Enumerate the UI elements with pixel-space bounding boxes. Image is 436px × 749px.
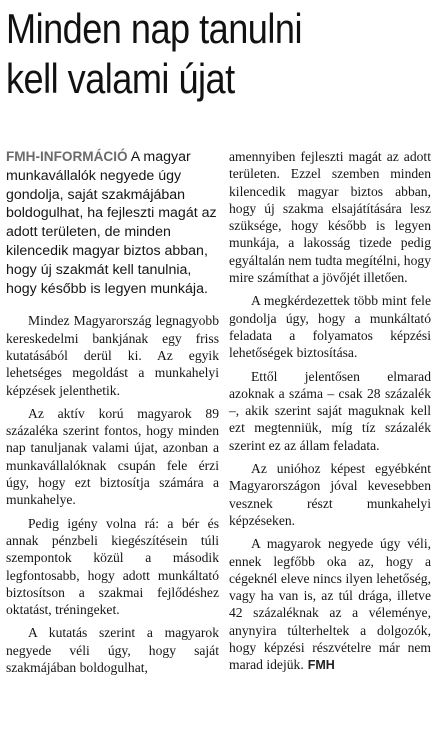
- headline-line-2: kell valami újat: [6, 55, 235, 102]
- body-paragraph: Mindez Magyarország legnagyobb kereskedelmi bankjának egy friss kutatásából derül ki. Az egyik lehetséges megoldást a munkahelyi képzések jelenthetik.: [6, 313, 219, 398]
- lead-text: A magyar munkavállalók negyede úgy gondolja, saját szakmájában boldogulhat, ha fejleszti magát az adott területen, de minden kilencedik magyar biztos abban, hogy új szakmát kell tanulnia, hogy később is legyen munkája.: [6, 149, 217, 297]
- closing-text: A magyarok negyede úgy véli, ennek legfőbb oka az, hogy a cégeknél eleve nincs ilyen lehetőség, vagy ha van is, az túl drága, illetve 42 százaléknak az a véleménye, anynyira túlterheltek a dolgozók, hogy képzési részvételre már nem marad idejük.: [229, 536, 431, 673]
- body-paragraph: amennyiben fejleszti magát az adott területen. Ezzel szemben minden kilencedik magyar biztos abban, hogy új szakma elsajátítására lesz szüksége, hogy később is legyen munkája, a lakosság tizede pedig egyáltalán nem tudta megítélni, hogy mire számíthat a jövőjét illetően.: [229, 149, 431, 286]
- body-paragraph: Pedig igény volna rá: a bér és annak pénzbeli kiegészítésein túli szempontok közül a második legfontosabb, hogy adott munkáltató biztosítson a szakmai fejlődéshez oktatást, tréningeket.: [6, 515, 219, 618]
- body-paragraph: [229, 535, 431, 674]
- body-paragraph: A kutatás szerint a magyarok negyede véli úgy, hogy saját szakmájában boldogulhat,: [6, 625, 219, 676]
- headline: [6, 4, 371, 104]
- author-signature: FMH: [307, 658, 335, 673]
- body-paragraph: A megkérdezettek több mint fele gondolja úgy, hogy a munkáltató feladata a folyamatos képzési lehetőségek biztosítása.: [229, 293, 431, 361]
- body-paragraph: Az unióhoz képest egyébként Magyarországon jóval kevesebben vesznek részt munkahelyi képzéseken.: [229, 461, 431, 528]
- source-label: FMH-INFORMÁCIÓ: [6, 149, 128, 164]
- headline-line-1: Minden nap tanulni: [6, 5, 302, 52]
- right-column: [229, 148, 431, 675]
- body-paragraph: Az aktív korú magyarok 89 százaléka szerint fontos, hogy minden nap tanuljanak valami újat, azonban a munkavállalóknak csupán fele érzi úgy, hogy ezt biztosítja számára a munkahelye.: [6, 405, 219, 508]
- lead-paragraph: [6, 148, 219, 298]
- body-paragraph: Ettől jelentősen elmarad azoknak a száma – csak 28 százalék –, akik szerint saját maguknak kell ezt megtenniük, míg tíz százalék szerint ez az állam feladata.: [229, 368, 431, 453]
- left-column: [6, 148, 219, 676]
